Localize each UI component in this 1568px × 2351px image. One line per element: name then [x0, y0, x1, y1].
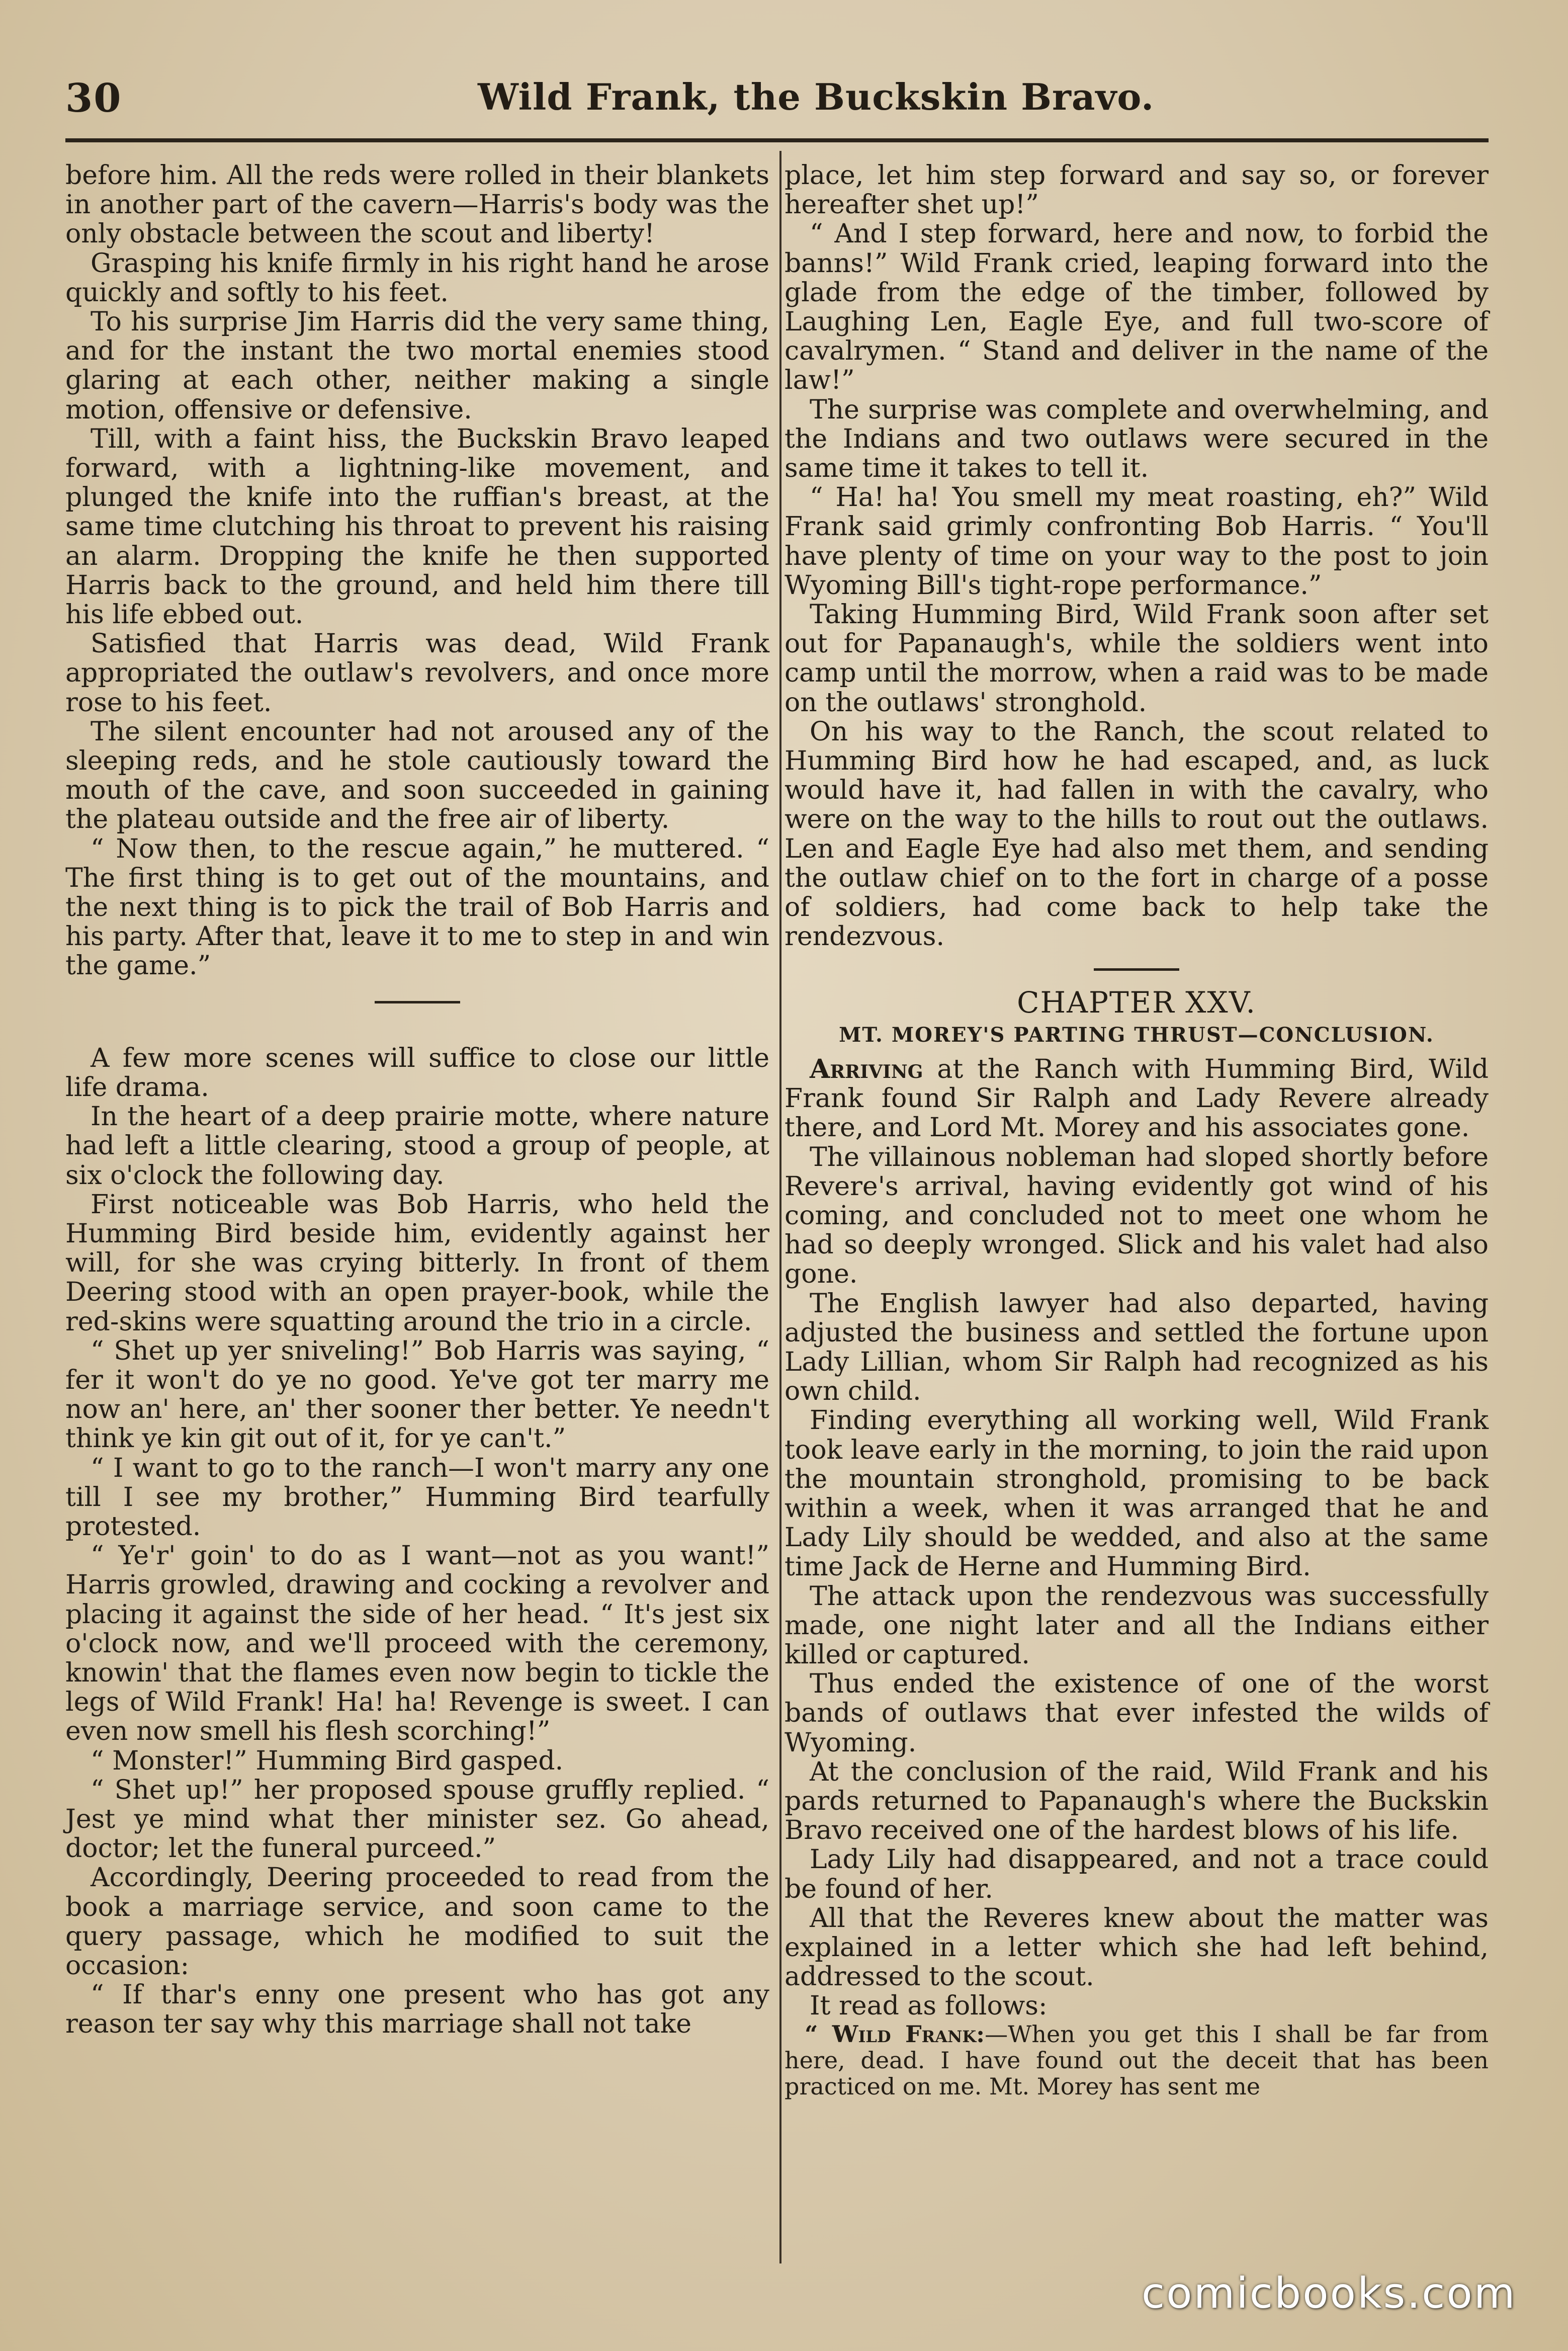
letter-paragraph — [785, 2021, 1489, 2100]
paragraph: Grasping his knife firmly in his right hand he arose quickly and softly to his feet. — [65, 248, 769, 308]
paragraph: First noticeable was Bob Harris, who held the Humming Bird beside him, evidently against her will, for she was crying bitterly. In front of them Deering stood with an open prayer-book, while the red-skins were squatting around the trio in a circle. — [65, 1189, 769, 1337]
left-column — [65, 161, 769, 2039]
paragraph: “ Shet up yer sniveling!” Bob Harris was saying, “ fer it won't do ye no good. Ye've got ter marry me now an' here, an' ther sooner ther better. Ye needn't think ye kin git out of it, for ye can't.” — [65, 1335, 769, 1454]
right-column — [785, 161, 1489, 2100]
chapter-opening-paragraph — [785, 1055, 1489, 1143]
paragraph: “ Ha! ha! You smell my meat roasting, eh?” Wild Frank said grimly confronting Bob Harris. “ You'll have plenty of time on your way to the post to join Wyoming Bill's tight-rope performance.” — [785, 482, 1489, 601]
letter-text: —When you get this I shall be far from here, dead. I have found out the deceit that has been practiced on me. Mt. Morey has sent me — [785, 2020, 1489, 2100]
column-divider — [779, 151, 781, 2263]
paragraph: The surprise was complete and overwhelming, and the Indians and two outlaws were secured in the same time it takes to tell it. — [785, 394, 1489, 484]
watermark: comicbooks.com — [1142, 2269, 1517, 2318]
lead-word: Arriving — [810, 1053, 923, 1084]
paragraph: In the heart of a deep prairie motte, where nature had left a little clearing, stood a group of people, at six o'clock the following day. — [65, 1102, 769, 1191]
paragraph: Finding everything all working well, Wild Frank took leave early in the morning, to join the raid upon the mountain stronghold, promising to be back within a week, when it was arranged that he and Lady Lily should be wedded, and also at the same time Jack de Herne and Humming Bird. — [785, 1405, 1489, 1582]
letter-excerpt — [785, 2021, 1489, 2100]
paragraph: Satisfied that Harris was dead, Wild Frank appropriated the outlaw's revolvers, and once more rose to his feet. — [65, 629, 769, 718]
paragraph: The English lawyer had also departed, having adjusted the business and settled the fortune upon Lady Lillian, whom Sir Ralph had recognized as his own child. — [785, 1288, 1489, 1407]
paragraph: “ If thar's enny one present who has got any reason ter say why this marriage shall not take — [65, 1980, 769, 2040]
paragraph: “ Now then, to the rescue again,” he muttered. “ The first thing is to get out of the mountains, and the next thing is to pick the trail of Bob Harris and his party. After that, leave it to me to step in and win the game.” — [65, 833, 769, 981]
paragraph: “ Ye'r' goin' to do as I want—not as you want!” Harris growled, drawing and cocking a revolver and placing it against the side of her head. “ It's jest six o'clock now, and we'll proceed with the ceremony, knowin' that the flames even now begin to tickle the legs of Wild Frank! Ha! ha! Revenge is sweet. I can even now smell his flesh scorching!” — [65, 1541, 769, 1747]
paragraph: place, let him step forward and say so, or forever hereafter shet up!” — [785, 160, 1489, 220]
section-separator — [375, 1001, 460, 1003]
running-title: Wild Frank, the Buckskin Bravo. — [478, 75, 1155, 118]
paragraph: “ And I step forward, here and now, to forbid the banns!” Wild Frank cried, leaping forward into the glade from the edge of the timber, followed by Laughing Len, Eagle Eye, and full two-score of cavalrymen. “ Stand and deliver in the name of the law!” — [785, 219, 1489, 396]
paragraph: The attack upon the rendezvous was successfully made, one night later and all the Indians either killed or captured. — [785, 1581, 1489, 1670]
lead-text: at the Ranch with Humming Bird, Wild Frank found Sir Ralph and Lady Revere already there, and Lord Mt. Morey and his associates gone. — [785, 1054, 1489, 1143]
paragraph: The villainous nobleman had sloped shortly before Revere's arrival, having evidently got wind of his coming, and concluded not to meet one whom he had so deeply wronged. Slick and his valet had also gone. — [785, 1142, 1489, 1290]
paragraph: To his surprise Jim Harris did the very same thing, and for the instant the two mortal enemies stood glaring at each other, neither making a single motion, offensive or defensive. — [65, 307, 769, 425]
paragraph: At the conclusion of the raid, Wild Frank and his pards returned to Papanaugh's where the Buckskin Bravo received one of the hardest blows of his life. — [785, 1756, 1489, 1846]
page-header — [65, 75, 1489, 131]
paragraph: A few more scenes will suffice to close our little life drama. — [65, 1043, 769, 1103]
paragraph: Accordingly, Deering proceeded to read from the book a marriage service, and soon came to the query passage, which he modified to suit the occasion: — [65, 1863, 769, 1981]
paragraph: The silent encounter had not aroused any of the sleeping reds, and he stole cautiously toward the mouth of the cave, and soon succeeded in gaining the plateau outside and the free air of liberty. — [65, 716, 769, 835]
paragraph: “ Monster!” Humming Bird gasped. — [91, 1745, 564, 1776]
paragraph: Thus ended the existence of one of the worst bands of outlaws that ever infested the wilds of Wyoming. — [785, 1669, 1489, 1758]
paragraph: Till, with a faint hiss, the Buckskin Bravo leaped forward, with a lightning-like movement, and plunged the knife into the ruffian's breast, at the same time clutching his throat to prevent his raising an alarm. Dropping the knife he then supported Harris back to the ground, and held him there till his life ebbed out. — [65, 424, 769, 630]
chapter-subtitle: MT. MOREY'S PARTING THRUST—CONCLUSION. — [839, 1023, 1434, 1047]
chapter-separator — [1094, 968, 1179, 971]
paragraph: It read as follows: — [810, 1991, 1048, 2022]
paragraph: All that the Reveres knew about the matter was explained in a letter which she had left behind, addressed to the scout. — [785, 1903, 1489, 1992]
paragraph: “ Shet up!” her proposed spouse gruffly replied. “ Jest ye mind what ther minister sez. Go ahead, doctor; let the funeral purceed.” — [65, 1775, 769, 1864]
paragraph: “ I want to go to the ranch—I won't marry any one till I see my brother,” Humming Bird tearfully protested. — [65, 1453, 769, 1542]
chapter-title: CHAPTER XXV. — [1017, 985, 1256, 1020]
page-number: 30 — [65, 75, 122, 121]
paragraph: Taking Humming Bird, Wild Frank soon after set out for Papanaugh's, while the soldiers went into camp until the morrow, when a raid was to be made on the outlaws' stronghold. — [785, 600, 1489, 718]
header-rule — [65, 138, 1489, 142]
paragraph: On his way to the Ranch, the scout related to Humming Bird how he had escaped, and, as luck would have it, had fallen in with the cavalry, who were on the way to the hills to rout out the outlaws. Len and Eagle Eye had also met them, and sending the outlaw chief on to the fort in charge of a posse of soldiers, had come back to help take the rendezvous. — [785, 716, 1489, 952]
paragraph: Lady Lily had disappeared, and not a trace could be found of her. — [785, 1844, 1489, 1904]
paragraph: before him. All the reds were rolled in their blankets in another part of the cavern—Harris's body was the only obstacle between the scout and liberty! — [65, 160, 769, 249]
letter-salutation: “ Wild Frank: — [805, 2020, 985, 2048]
